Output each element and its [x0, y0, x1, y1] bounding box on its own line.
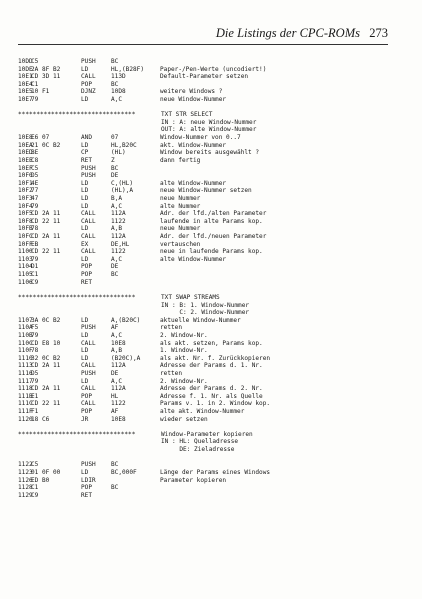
comment: neue in laufende Params kop. — [160, 248, 263, 256]
code-line — [18, 469, 388, 477]
code-line — [18, 355, 388, 363]
comment: Paper-/Pen-Werte (uncodiert!) — [160, 65, 267, 73]
mnemonic: JR — [81, 415, 89, 423]
address: 111B — [18, 392, 33, 400]
comment: wieder setzen — [160, 415, 208, 423]
mnemonic: LD — [81, 141, 89, 149]
section-title: TXT SWAP STREAMS — [161, 293, 220, 301]
opcode-bytes: 32 0C B2 — [31, 354, 61, 362]
operand: A,C — [111, 377, 123, 385]
mnemonic: RET — [81, 278, 93, 286]
mnemonic: LD — [81, 194, 89, 202]
operand: BC — [111, 164, 119, 172]
opcode-bytes: 4E — [31, 179, 39, 187]
code-line — [18, 324, 388, 332]
opcode-bytes: 77 — [31, 187, 39, 195]
operand: C,(HL) — [111, 179, 134, 187]
code-line — [18, 73, 388, 81]
comment: vertauschen — [160, 240, 201, 248]
opcode-bytes: C1 — [31, 80, 39, 88]
mnemonic: LD — [81, 225, 89, 233]
code-line — [18, 88, 388, 96]
code-line — [18, 393, 388, 401]
address: 1106 — [18, 278, 33, 286]
comment: weitere Windows ? — [160, 88, 223, 96]
mnemonic: RET — [81, 491, 93, 499]
section-title: Window-Parameter kopieren — [161, 430, 253, 438]
code-line — [18, 271, 388, 279]
address: 1107 — [18, 316, 33, 324]
address: 10DE — [18, 65, 33, 73]
mnemonic: LD — [81, 202, 89, 210]
running-title: Die Listings der CPC-ROMs — [215, 26, 360, 40]
code-line — [18, 248, 388, 256]
mnemonic: CALL — [81, 362, 96, 370]
address: 1104 — [18, 263, 33, 271]
address: 10F5 — [18, 210, 33, 218]
opcode-bytes: 79 — [31, 255, 39, 263]
mnemonic: RET — [81, 156, 93, 164]
code-line — [18, 461, 388, 469]
operand: BC — [111, 484, 119, 492]
opcode-bytes: EB — [31, 240, 39, 248]
blank-line — [18, 454, 388, 462]
address: 10E4 — [18, 80, 33, 88]
section-header-line — [18, 111, 388, 119]
address: 1100 — [18, 248, 33, 256]
opcode-bytes: 21 0C B2 — [31, 141, 61, 149]
address: 1110 — [18, 354, 33, 362]
address: 1113 — [18, 362, 33, 370]
comment: alte Nummer — [160, 202, 201, 210]
operand: 1122 — [111, 400, 126, 408]
opcode-bytes: 78 — [31, 347, 39, 355]
operand: (HL),A — [111, 187, 134, 195]
operand: A,B — [111, 225, 123, 233]
page-header — [0, 26, 388, 42]
operand: 07 — [111, 134, 119, 142]
opcode-bytes: D5 — [31, 172, 39, 180]
operand: A,C — [111, 96, 123, 104]
opcode-bytes: 79 — [31, 96, 39, 104]
opcode-bytes: CD 2A 11 — [31, 210, 61, 218]
opcode-bytes: 2A 8F B2 — [31, 65, 61, 73]
opcode-bytes: BE — [31, 149, 39, 157]
mnemonic: CALL — [81, 217, 96, 225]
opcode-bytes: CD 22 11 — [31, 217, 61, 225]
operand: 1122 — [111, 248, 126, 256]
opcode-bytes: 79 — [31, 202, 39, 210]
operand: DE — [111, 369, 119, 377]
mnemonic: CALL — [81, 210, 96, 218]
mnemonic: POP — [81, 263, 93, 271]
mnemonic: LDIR — [81, 476, 96, 484]
opcode-bytes: C5 — [31, 461, 39, 469]
address: 10E7 — [18, 96, 33, 104]
comment: Default-Parameter setzen — [160, 73, 249, 81]
address: 1123 — [18, 468, 33, 476]
address: 111C — [18, 400, 33, 408]
comment: als akt. setzen, Params kop. — [160, 339, 263, 347]
address: 10F0 — [18, 172, 33, 180]
mnemonic: POP — [81, 80, 93, 88]
mnemonic: CALL — [81, 233, 96, 241]
mnemonic: PUSH — [81, 164, 96, 172]
code-line — [18, 492, 388, 500]
page-number: 273 — [369, 26, 388, 40]
opcode-bytes: CD E8 10 — [31, 339, 61, 347]
mnemonic: LD — [81, 331, 89, 339]
code-line — [18, 225, 388, 233]
section-io-text: IN : HL: Quelladresse — [161, 438, 239, 446]
comment: neue Nummer — [160, 194, 201, 202]
operand: DE — [111, 172, 119, 180]
mnemonic: DJNZ — [81, 88, 96, 96]
opcode-bytes: C8 — [31, 156, 39, 164]
comment: 2. Window-Nr. — [160, 331, 208, 339]
address: 10F8 — [18, 217, 33, 225]
mnemonic: LD — [81, 468, 89, 476]
comment: laufende in alte Params kop. — [160, 217, 263, 225]
code-line — [18, 172, 388, 180]
opcode-bytes: 10 F1 — [31, 88, 50, 96]
section-header-line — [18, 431, 388, 439]
opcode-bytes: ED B0 — [31, 476, 50, 484]
section-io-line — [18, 302, 388, 310]
code-line — [18, 400, 388, 408]
code-line — [18, 256, 388, 264]
operand: AF — [111, 324, 119, 332]
opcode-bytes: 78 — [31, 225, 39, 233]
opcode-bytes: 79 — [31, 377, 39, 385]
section-io-text: OUT: A: alte Window-Nummer — [161, 126, 257, 134]
opcode-bytes: D1 — [31, 263, 39, 271]
operand: 112A — [111, 362, 126, 370]
operand: 112A — [111, 210, 126, 218]
separator-stars: ******************************** — [18, 111, 136, 119]
operand: BC — [111, 80, 119, 88]
opcode-bytes: C9 — [31, 491, 39, 499]
address: 10E1 — [18, 73, 33, 81]
opcode-bytes: E6 07 — [31, 134, 50, 142]
opcode-bytes: CD 3D 11 — [31, 73, 61, 81]
code-line — [18, 203, 388, 211]
code-line — [18, 218, 388, 226]
operand: (B20C),A — [111, 354, 141, 362]
code-line — [18, 165, 388, 173]
address: 10EE — [18, 156, 33, 164]
blank-line — [18, 286, 388, 294]
operand: 1122 — [111, 217, 126, 225]
comment: neue Window-Nummer setzen — [160, 187, 252, 195]
address: 10E8 — [18, 134, 33, 142]
mnemonic: PUSH — [81, 461, 96, 469]
code-line — [18, 81, 388, 89]
code-line — [18, 187, 388, 195]
code-line — [18, 317, 388, 325]
address: 1129 — [18, 491, 33, 499]
opcode-bytes: C5 — [31, 58, 39, 65]
operand: AF — [111, 408, 119, 416]
mnemonic: LD — [81, 347, 89, 355]
mnemonic: POP — [81, 271, 93, 279]
code-line — [18, 408, 388, 416]
comment: Adresse der Params d. 2. Nr. — [160, 385, 263, 393]
code-line — [18, 149, 388, 157]
mnemonic: CALL — [81, 73, 96, 81]
operand: A,C — [111, 255, 123, 263]
comment: aktuelle Window-Nummer — [160, 316, 241, 324]
mnemonic: POP — [81, 392, 93, 400]
code-line — [18, 134, 388, 142]
mnemonic: LD — [81, 255, 89, 263]
code-line — [18, 347, 388, 355]
address: 1117 — [18, 377, 33, 385]
address: 1126 — [18, 476, 33, 484]
mnemonic: CALL — [81, 339, 96, 347]
mnemonic: LD — [81, 354, 89, 362]
code-line — [18, 233, 388, 241]
operand: BC,000F — [111, 468, 137, 476]
section-io-line — [18, 126, 388, 134]
comment: akt. Window-Nummer — [160, 141, 227, 149]
mnemonic: PUSH — [81, 172, 96, 180]
separator-stars: ******************************** — [18, 293, 136, 301]
blank-line — [18, 104, 388, 112]
section-io-line — [18, 438, 388, 446]
code-line — [18, 142, 388, 150]
code-line — [18, 210, 388, 218]
operand: BC — [111, 58, 119, 65]
operand: HL,B20C — [111, 141, 137, 149]
mnemonic: LD — [81, 187, 89, 195]
operand: A,B — [111, 347, 123, 355]
mnemonic: PUSH — [81, 58, 96, 65]
opcode-bytes: CD 2A 11 — [31, 233, 61, 241]
section-io-text: DE: Zieladresse — [161, 446, 235, 454]
comment: alte Window-Nummer — [160, 179, 227, 187]
address: 1128 — [18, 484, 33, 492]
address: 10EA — [18, 141, 33, 149]
mnemonic: CALL — [81, 400, 96, 408]
code-line — [18, 484, 388, 492]
opcode-bytes: C1 — [31, 271, 39, 279]
operand: (HL) — [111, 149, 126, 157]
opcode-bytes: C1 — [31, 484, 39, 492]
comment: dann fertig — [160, 156, 201, 164]
section-io-line — [18, 309, 388, 317]
code-line — [18, 96, 388, 104]
opcode-bytes: CD 22 11 — [31, 400, 61, 408]
section-io-text: IN : B: 1. Window-Nummer — [161, 301, 250, 309]
mnemonic: PUSH — [81, 369, 96, 377]
opcode-bytes: C9 — [31, 278, 39, 286]
operand: HL — [111, 392, 119, 400]
code-line — [18, 378, 388, 386]
code-line — [18, 66, 388, 74]
comment: neue Nummer — [160, 225, 201, 233]
mnemonic: CP — [81, 149, 89, 157]
comment: alte Window-Nummer — [160, 255, 227, 263]
address: 110B — [18, 331, 33, 339]
address: 1122 — [18, 461, 33, 469]
comment: 1. Window-Nr. — [160, 347, 208, 355]
address: 110C — [18, 339, 33, 347]
opcode-bytes: F5 — [31, 324, 39, 332]
address: 1103 — [18, 255, 33, 263]
comment: Params v. 1. in 2. Window kop. — [160, 400, 271, 408]
comment: Adresse der Params d. 1. Nr. — [160, 362, 263, 370]
address: 10F1 — [18, 179, 33, 187]
operand: A,C — [111, 202, 123, 210]
opcode-bytes: CD 2A 11 — [31, 385, 61, 393]
address: 111F — [18, 408, 33, 416]
address: 1105 — [18, 271, 33, 279]
comment: 2. Window-Nr. — [160, 377, 208, 385]
opcode-bytes: D5 — [31, 369, 39, 377]
address: 1116 — [18, 369, 33, 377]
comment: Länge der Params eines Windows — [160, 468, 271, 476]
operand: 113D — [111, 73, 126, 81]
opcode-bytes: 79 — [31, 331, 39, 339]
mnemonic: LD — [81, 316, 89, 324]
mnemonic: LD — [81, 65, 89, 73]
code-line — [18, 58, 388, 66]
operand: DE — [111, 263, 119, 271]
opcode-bytes: 47 — [31, 194, 39, 202]
address: 10F2 — [18, 187, 33, 195]
code-line — [18, 385, 388, 393]
code-line — [18, 157, 388, 165]
mnemonic: LD — [81, 179, 89, 187]
address: 1120 — [18, 415, 33, 423]
comment: Window-Nummer von 0..7 — [160, 134, 241, 142]
comment: alte akt. Window-Nummer — [160, 408, 245, 416]
operand: B,A — [111, 194, 123, 202]
code-line — [18, 279, 388, 287]
code-line — [18, 263, 388, 271]
comment: als akt. Nr. f. Zurückkopieren — [160, 354, 271, 362]
section-io-line — [18, 119, 388, 127]
code-line — [18, 241, 388, 249]
opcode-bytes: E1 — [31, 392, 39, 400]
address: 10FC — [18, 233, 33, 241]
code-line — [18, 332, 388, 340]
section-io-text: C: 2. Window-Nummer — [161, 309, 250, 317]
opcode-bytes: C5 — [31, 164, 39, 172]
operand: HL,(B28F) — [111, 65, 145, 73]
mnemonic: LD — [81, 377, 89, 385]
operand: 10E8 — [111, 339, 126, 347]
comment: Parameter kopieren — [160, 476, 227, 484]
address: 10EF — [18, 164, 33, 172]
address: 10F3 — [18, 194, 33, 202]
comment: retten — [160, 324, 183, 332]
code-line — [18, 477, 388, 485]
operand: 10D8 — [111, 88, 126, 96]
operand: Z — [111, 156, 115, 164]
mnemonic: POP — [81, 408, 93, 416]
code-line — [18, 416, 388, 424]
code-line — [18, 362, 388, 370]
section-header-line — [18, 294, 388, 302]
code-line — [18, 370, 388, 378]
opcode-bytes: 3A 0C B2 — [31, 316, 61, 324]
address: 10FB — [18, 225, 33, 233]
opcode-bytes: CD 2A 11 — [31, 362, 61, 370]
address: 10F4 — [18, 202, 33, 210]
header-rule — [18, 44, 388, 45]
address: 110A — [18, 324, 33, 332]
comment: Window bereits ausgewählt ? — [160, 149, 260, 157]
mnemonic: AND — [81, 134, 93, 142]
address: 1118 — [18, 385, 33, 393]
operand: BC — [111, 271, 119, 279]
mnemonic: LD — [81, 96, 89, 104]
code-line — [18, 180, 388, 188]
code-line — [18, 340, 388, 348]
opcode-bytes: 01 0F 00 — [31, 468, 61, 476]
mnemonic: EX — [81, 240, 89, 248]
address: 10ED — [18, 149, 33, 157]
mnemonic: CALL — [81, 248, 96, 256]
operand: DE,HL — [111, 240, 130, 248]
address: 10DD — [18, 58, 33, 65]
operand: 112A — [111, 385, 126, 393]
comment: retten — [160, 369, 183, 377]
section-io-line — [18, 446, 388, 454]
separator-stars: ******************************** — [18, 430, 136, 438]
address: 10E5 — [18, 88, 33, 96]
comment: neue Window-Nummer — [160, 96, 227, 104]
section-title: TXT STR SELECT — [161, 111, 213, 119]
assembly-listing — [18, 58, 388, 499]
operand: BC — [111, 461, 119, 469]
comment: Adr. der lfd./neuen Parameter — [160, 233, 267, 241]
operand: 10E8 — [111, 415, 126, 423]
address: 110F — [18, 347, 33, 355]
opcode-bytes: CD 22 11 — [31, 248, 61, 256]
mnemonic: PUSH — [81, 324, 96, 332]
section-io-text: IN : A: neue Window-Nummer — [161, 118, 257, 126]
operand: 112A — [111, 233, 126, 241]
address: 10FF — [18, 240, 33, 248]
operand: A,C — [111, 331, 123, 339]
mnemonic: POP — [81, 484, 93, 492]
opcode-bytes: 18 C6 — [31, 415, 50, 423]
blank-line — [18, 423, 388, 431]
opcode-bytes: F1 — [31, 408, 39, 416]
mnemonic: CALL — [81, 385, 96, 393]
comment: Adresse f. 1. Nr. als Quelle — [160, 392, 263, 400]
code-line — [18, 195, 388, 203]
comment: Adr. der lfd./alten Parameter — [160, 210, 267, 218]
operand: A,(B20C) — [111, 316, 141, 324]
